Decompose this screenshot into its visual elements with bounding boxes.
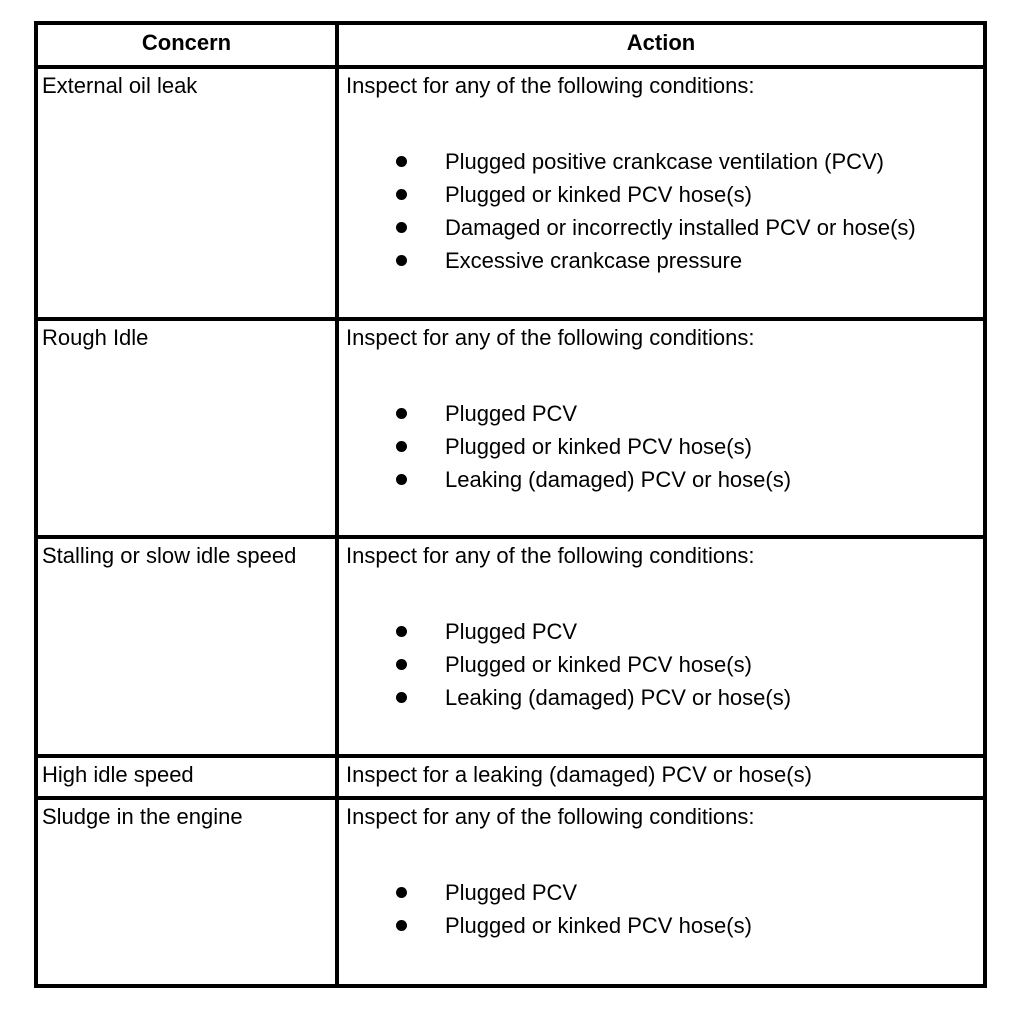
bullet-icon — [396, 474, 407, 485]
condition-list — [346, 876, 983, 942]
condition-item — [346, 615, 983, 648]
table-row — [38, 65, 983, 317]
bullet-icon — [396, 222, 407, 233]
bullet-icon — [396, 441, 407, 452]
condition-text: Plugged or kinked PCV hose(s) — [445, 913, 752, 938]
condition-text: Plugged positive crankcase ventilation (PCV) — [445, 149, 885, 174]
bullet-icon — [396, 659, 407, 670]
concern-cell: Rough Idle — [38, 321, 339, 535]
condition-item — [346, 648, 983, 681]
condition-text: Plugged PCV — [445, 880, 578, 905]
condition-item — [346, 430, 983, 463]
diagnosis-table — [34, 21, 987, 988]
bullet-icon — [396, 887, 407, 898]
action-cell — [339, 800, 983, 984]
condition-text: Plugged or kinked PCV hose(s) — [445, 182, 752, 207]
action-intro: Inspect for any of the following conditions: — [346, 543, 755, 568]
condition-item — [346, 211, 983, 244]
table-row — [38, 754, 983, 796]
action-cell — [339, 539, 983, 754]
bullet-icon — [396, 408, 407, 419]
table-row — [38, 317, 983, 535]
condition-text: Plugged PCV — [445, 401, 578, 426]
action-cell — [339, 69, 983, 317]
concern-column-header: Concern — [38, 25, 339, 65]
action-intro: Inspect for a leaking (damaged) PCV or hose(s) — [346, 762, 812, 787]
concern-cell: Sludge in the engine — [38, 800, 339, 984]
condition-list — [346, 615, 983, 714]
concern-cell: External oil leak — [38, 69, 339, 317]
condition-item — [346, 463, 983, 496]
action-intro: Inspect for any of the following conditions: — [346, 325, 755, 350]
condition-text: Leaking (damaged) PCV or hose(s) — [445, 685, 792, 710]
bullet-icon — [396, 156, 407, 167]
condition-item — [346, 876, 983, 909]
condition-text: Plugged PCV — [445, 619, 578, 644]
bullet-icon — [396, 626, 407, 637]
action-intro: Inspect for any of the following conditions: — [346, 804, 755, 829]
condition-item — [346, 244, 983, 277]
action-cell — [339, 321, 983, 535]
condition-text: Excessive crankcase pressure — [445, 248, 743, 273]
table-header-row — [38, 25, 983, 65]
condition-text: Plugged or kinked PCV hose(s) — [445, 434, 752, 459]
action-intro: Inspect for any of the following conditions: — [346, 73, 755, 98]
condition-text: Leaking (damaged) PCV or hose(s) — [445, 467, 792, 492]
action-cell — [339, 758, 983, 796]
condition-item — [346, 145, 983, 178]
concern-cell: Stalling or slow idle speed — [38, 539, 339, 754]
condition-item — [346, 681, 983, 714]
action-column-header: Action — [626, 30, 696, 55]
bullet-icon — [396, 189, 407, 200]
table-row — [38, 796, 983, 984]
table-row — [38, 535, 983, 754]
condition-item — [346, 909, 983, 942]
concern-cell: High idle speed — [38, 758, 339, 796]
bullet-icon — [396, 920, 407, 931]
condition-text: Plugged or kinked PCV hose(s) — [445, 652, 752, 677]
bullet-icon — [396, 255, 407, 266]
condition-item — [346, 397, 983, 430]
condition-text: Damaged or incorrectly installed PCV or hose(s) — [445, 215, 916, 240]
bullet-icon — [396, 692, 407, 703]
condition-list — [346, 145, 983, 277]
condition-list — [346, 397, 983, 496]
condition-item — [346, 178, 983, 211]
